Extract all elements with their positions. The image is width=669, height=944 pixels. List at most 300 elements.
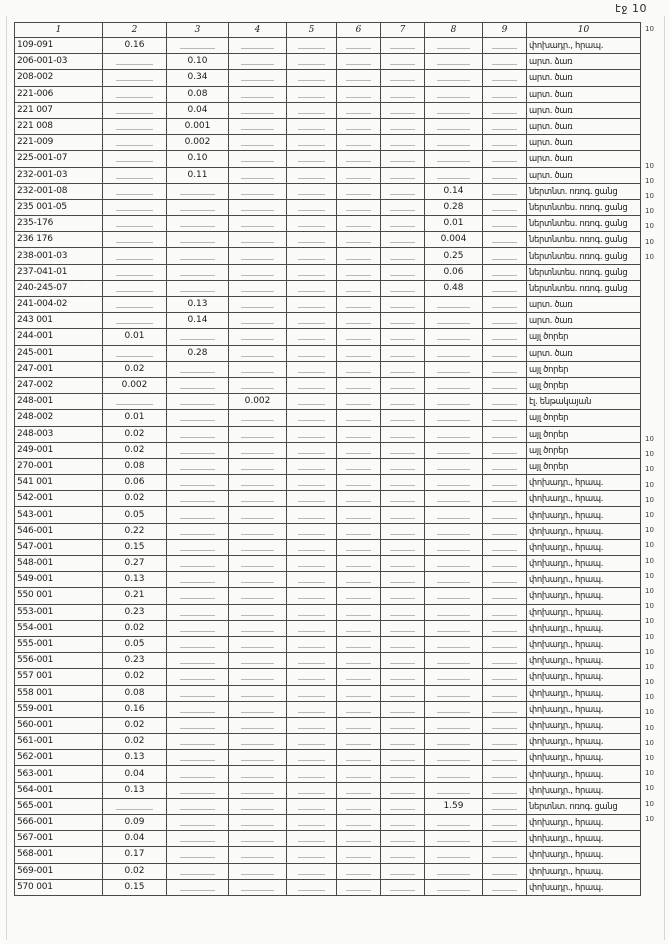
- cell-value-col3: [167, 669, 229, 685]
- cell-value-col4: [229, 588, 287, 604]
- table-row: [15, 248, 641, 264]
- cell-value-col3: [167, 361, 229, 377]
- cell-value-col2: 0.02: [103, 442, 167, 458]
- table-row: [15, 879, 641, 895]
- table-row: [15, 798, 641, 814]
- cell-value-col7: [381, 183, 425, 199]
- cell-value-col7: [381, 815, 425, 831]
- cell-value-col9: [483, 216, 527, 232]
- table-row: [15, 539, 641, 555]
- cell-value-col4: [229, 604, 287, 620]
- table-row: [15, 38, 641, 54]
- cell-value-col9: [483, 313, 527, 329]
- cell-value-col2: [103, 199, 167, 215]
- cell-note: փոխադր., հրապ.: [527, 572, 641, 588]
- table-row: [15, 815, 641, 831]
- cell-value-col7: [381, 798, 425, 814]
- cell-value-col6: [337, 442, 381, 458]
- cell-parcel-code: 557 001: [15, 669, 103, 685]
- cell-parcel-code: 238-001-03: [15, 248, 103, 264]
- table-row: [15, 523, 641, 539]
- cell-value-col6: [337, 167, 381, 183]
- cell-value-col2: 0.09: [103, 815, 167, 831]
- cell-value-col6: [337, 507, 381, 523]
- cell-value-col6: [337, 102, 381, 118]
- cell-value-col2: [103, 54, 167, 70]
- cell-value-col9: [483, 394, 527, 410]
- cell-value-col2: 0.02: [103, 717, 167, 733]
- cell-value-col6: [337, 54, 381, 70]
- table-row: [15, 410, 641, 426]
- cell-value-col4: [229, 345, 287, 361]
- cell-value-col6: [337, 669, 381, 685]
- cell-parcel-code: 245-001: [15, 345, 103, 361]
- cell-parcel-code: 237-041-01: [15, 264, 103, 280]
- margin-mark: [645, 52, 669, 67]
- margin-mark: [645, 280, 669, 295]
- cell-value-col8: [425, 766, 483, 782]
- cell-value-col4: [229, 475, 287, 491]
- cell-value-col3: 0.13: [167, 297, 229, 313]
- margin-mark: 10: [645, 207, 654, 216]
- cell-note: փոխադր., հրապ.: [527, 620, 641, 636]
- cell-value-col5: [287, 458, 337, 474]
- cell-value-col2: [103, 280, 167, 296]
- cell-value-col5: [287, 879, 337, 895]
- cell-value-col6: [337, 863, 381, 879]
- cell-value-col8: [425, 815, 483, 831]
- cell-parcel-code: 248-002: [15, 410, 103, 426]
- column-header-6: 6: [337, 23, 381, 38]
- table-row: [15, 685, 641, 701]
- cell-value-col8: [425, 831, 483, 847]
- cell-value-col7: [381, 539, 425, 555]
- cell-value-col6: [337, 539, 381, 555]
- cell-value-col5: [287, 183, 337, 199]
- margin-mark: [645, 356, 669, 371]
- cell-value-col6: [337, 151, 381, 167]
- cell-value-col6: [337, 734, 381, 750]
- cell-value-col9: [483, 701, 527, 717]
- cell-value-col7: [381, 232, 425, 248]
- cell-value-col5: [287, 717, 337, 733]
- cell-note: փոխադր., հրապ.: [527, 604, 641, 620]
- cell-value-col7: [381, 118, 425, 134]
- cell-value-col5: [287, 248, 337, 264]
- cell-value-col8: [425, 750, 483, 766]
- cell-value-col8: [425, 54, 483, 70]
- cell-value-col7: [381, 216, 425, 232]
- cell-value-col5: [287, 766, 337, 782]
- cell-value-col6: [337, 717, 381, 733]
- cell-value-col3: [167, 539, 229, 555]
- cell-value-col4: [229, 264, 287, 280]
- cell-value-col8: [425, 135, 483, 151]
- cell-value-col6: [337, 847, 381, 863]
- cell-value-col2: 0.04: [103, 766, 167, 782]
- cell-value-col8: [425, 167, 483, 183]
- cell-value-col3: [167, 879, 229, 895]
- cell-note: արտ. ծառ: [527, 345, 641, 361]
- cell-value-col4: [229, 361, 287, 377]
- cell-value-col8: [425, 556, 483, 572]
- cell-value-col8: [425, 653, 483, 669]
- column-header-8: 8: [425, 23, 483, 38]
- margin-mark: 10: [645, 252, 654, 261]
- cell-value-col2: 0.15: [103, 879, 167, 895]
- cell-value-col3: [167, 717, 229, 733]
- cell-value-col5: [287, 442, 337, 458]
- cell-value-col6: [337, 782, 381, 798]
- cell-value-col2: 0.17: [103, 847, 167, 863]
- table-row: [15, 264, 641, 280]
- table-row: [15, 151, 641, 167]
- cell-value-col9: [483, 297, 527, 313]
- cell-note: այլ ծորեր: [527, 361, 641, 377]
- table-row: [15, 86, 641, 102]
- cell-value-col5: [287, 475, 337, 491]
- margin-mark: 10: [645, 450, 654, 459]
- cell-value-col4: [229, 102, 287, 118]
- cell-value-col8: [425, 539, 483, 555]
- cell-value-col9: [483, 556, 527, 572]
- margin-mark: 10: [645, 526, 654, 535]
- cell-value-col3: [167, 426, 229, 442]
- cell-value-col4: [229, 653, 287, 669]
- cell-value-col3: [167, 199, 229, 215]
- cell-value-col2: 0.02: [103, 863, 167, 879]
- cell-value-col3: [167, 377, 229, 393]
- cell-value-col7: [381, 636, 425, 652]
- cell-value-col3: [167, 183, 229, 199]
- margin-mark: [645, 128, 669, 143]
- cell-value-col5: [287, 54, 337, 70]
- cell-value-col9: [483, 329, 527, 345]
- cell-value-col6: [337, 766, 381, 782]
- cell-value-col2: [103, 216, 167, 232]
- cell-value-col3: [167, 507, 229, 523]
- cell-value-col6: [337, 604, 381, 620]
- cell-note: արտ. ծառ: [527, 135, 641, 151]
- cell-value-col6: [337, 815, 381, 831]
- cell-value-col7: [381, 102, 425, 118]
- cell-value-col6: [337, 491, 381, 507]
- cell-value-col6: [337, 70, 381, 86]
- cell-parcel-code: 561-001: [15, 734, 103, 750]
- cell-value-col2: [103, 798, 167, 814]
- cell-value-col7: [381, 377, 425, 393]
- cell-value-col8: [425, 863, 483, 879]
- table-row: [15, 199, 641, 215]
- cell-note: ներտնտ. ոռոգ. ցանց: [527, 798, 641, 814]
- cell-value-col9: [483, 491, 527, 507]
- cell-value-col3: 0.34: [167, 70, 229, 86]
- cell-value-col4: [229, 685, 287, 701]
- cell-value-col7: [381, 313, 425, 329]
- table-row: [15, 54, 641, 70]
- column-header-5: 5: [287, 23, 337, 38]
- table-row: [15, 766, 641, 782]
- cell-value-col8: [425, 507, 483, 523]
- cell-note: այլ ծորեր: [527, 458, 641, 474]
- cell-value-col5: [287, 685, 337, 701]
- margin-mark: [645, 265, 669, 280]
- table-header-row: [15, 23, 641, 38]
- cell-value-col8: [425, 491, 483, 507]
- cell-value-col2: 0.01: [103, 410, 167, 426]
- cell-value-col5: [287, 620, 337, 636]
- cell-value-col3: [167, 798, 229, 814]
- cell-value-col8: [425, 361, 483, 377]
- margin-mark: [645, 37, 669, 52]
- cell-parcel-code: 550 001: [15, 588, 103, 604]
- cell-value-col9: [483, 572, 527, 588]
- cell-parcel-code: 541 001: [15, 475, 103, 491]
- cell-value-col8: [425, 86, 483, 102]
- margin-mark: 10: [645, 769, 654, 778]
- cell-value-col7: [381, 507, 425, 523]
- column-header-10: 10: [527, 23, 641, 38]
- cell-value-col4: [229, 636, 287, 652]
- cell-value-col5: [287, 863, 337, 879]
- cell-value-col9: [483, 280, 527, 296]
- margin-mark: 10: [645, 678, 654, 687]
- cell-value-col9: [483, 70, 527, 86]
- cell-value-col4: [229, 280, 287, 296]
- table-row: [15, 442, 641, 458]
- margin-mark: 10: [645, 647, 654, 656]
- table-row: [15, 102, 641, 118]
- table-row: [15, 216, 641, 232]
- cell-value-col8: [425, 38, 483, 54]
- table-row: [15, 831, 641, 847]
- column-header-2: 2: [103, 23, 167, 38]
- cell-value-col2: 0.23: [103, 604, 167, 620]
- margin-mark: 10: [645, 161, 654, 170]
- cell-value-col3: [167, 394, 229, 410]
- cell-parcel-code: 244-001: [15, 329, 103, 345]
- cell-value-col9: [483, 102, 527, 118]
- margin-mark: 10: [645, 708, 654, 717]
- cell-value-col5: [287, 313, 337, 329]
- table-row: [15, 653, 641, 669]
- cell-value-col2: 0.22: [103, 523, 167, 539]
- cell-value-col9: [483, 539, 527, 555]
- table-row: [15, 118, 641, 134]
- table-row: [15, 426, 641, 442]
- cell-note: փոխադր., հրապ.: [527, 507, 641, 523]
- margin-mark: [645, 113, 669, 128]
- cell-value-col6: [337, 620, 381, 636]
- cell-value-col7: [381, 572, 425, 588]
- margin-mark: 10: [645, 784, 654, 793]
- cell-parcel-code: 249-001: [15, 442, 103, 458]
- cell-value-col7: [381, 717, 425, 733]
- cell-value-col8: [425, 636, 483, 652]
- cell-value-col8: [425, 588, 483, 604]
- table-row: [15, 232, 641, 248]
- margin-mark: 10: [645, 738, 654, 747]
- margin-mark: 10: [645, 799, 654, 808]
- cell-value-col6: [337, 426, 381, 442]
- cell-value-col7: [381, 766, 425, 782]
- cell-note: փոխադր., հրապ.: [527, 701, 641, 717]
- cell-value-col9: [483, 264, 527, 280]
- cell-parcel-code: 542-001: [15, 491, 103, 507]
- margin-mark: 10: [645, 723, 654, 732]
- cell-value-col5: [287, 653, 337, 669]
- cell-value-col8: [425, 102, 483, 118]
- cell-note: փոխադր., հրապ.: [527, 766, 641, 782]
- cell-value-col2: 0.02: [103, 491, 167, 507]
- cell-value-col7: [381, 863, 425, 879]
- land-registry-table: [14, 22, 641, 896]
- cell-value-col8: [425, 717, 483, 733]
- cell-note: ներտնտես. ոռոգ. ցանց: [527, 232, 641, 248]
- cell-value-col3: [167, 766, 229, 782]
- cell-value-col3: [167, 831, 229, 847]
- cell-note: այլ ծորեր: [527, 426, 641, 442]
- table-row: [15, 475, 641, 491]
- cell-value-col3: [167, 734, 229, 750]
- cell-parcel-code: 548-001: [15, 556, 103, 572]
- cell-value-col2: 0.06: [103, 475, 167, 491]
- cell-value-col5: [287, 782, 337, 798]
- cell-value-col2: [103, 297, 167, 313]
- cell-value-col7: [381, 248, 425, 264]
- cell-value-col6: [337, 118, 381, 134]
- cell-value-col4: 0.002: [229, 394, 287, 410]
- cell-value-col5: [287, 556, 337, 572]
- cell-value-col6: [337, 313, 381, 329]
- cell-value-col3: [167, 248, 229, 264]
- cell-value-col6: [337, 248, 381, 264]
- cell-value-col4: [229, 766, 287, 782]
- column-header-9: 9: [483, 23, 527, 38]
- margin-marks-column: [645, 22, 669, 827]
- cell-value-col5: [287, 604, 337, 620]
- cell-value-col5: [287, 345, 337, 361]
- cell-parcel-code: 569-001: [15, 863, 103, 879]
- cell-value-col7: [381, 782, 425, 798]
- cell-value-col5: [287, 798, 337, 814]
- cell-value-col2: 0.002: [103, 377, 167, 393]
- cell-note: արտ. ծառ: [527, 102, 641, 118]
- cell-value-col9: [483, 410, 527, 426]
- cell-note: այլ ծորեր: [527, 329, 641, 345]
- cell-value-col6: [337, 216, 381, 232]
- margin-mark: 10: [645, 511, 654, 519]
- cell-value-col5: [287, 102, 337, 118]
- cell-value-col6: [337, 38, 381, 54]
- cell-value-col2: [103, 135, 167, 151]
- cell-value-col5: [287, 199, 337, 215]
- cell-note: փոխադր., հրապ.: [527, 475, 641, 491]
- cell-note: ներտնտ. ոռոգ. ցանց: [527, 183, 641, 199]
- cell-value-col3: [167, 685, 229, 701]
- cell-value-col4: [229, 442, 287, 458]
- margin-mark: [645, 371, 669, 386]
- cell-value-col3: [167, 458, 229, 474]
- cell-note: այլ ծորեր: [527, 377, 641, 393]
- cell-value-col3: [167, 523, 229, 539]
- cell-value-col3: [167, 588, 229, 604]
- cell-parcel-code: 247-002: [15, 377, 103, 393]
- cell-value-col3: 0.002: [167, 135, 229, 151]
- cell-note: փոխադր., հրապ.: [527, 879, 641, 895]
- cell-value-col5: [287, 734, 337, 750]
- cell-value-col2: [103, 70, 167, 86]
- cell-value-col2: 0.16: [103, 38, 167, 54]
- cell-parcel-code: 241-004-02: [15, 297, 103, 313]
- cell-value-col3: [167, 216, 229, 232]
- cell-parcel-code: 232-001-03: [15, 167, 103, 183]
- margin-mark: 10: [645, 571, 654, 580]
- cell-value-col8: 0.14: [425, 183, 483, 199]
- cell-value-col7: [381, 38, 425, 54]
- cell-note: արտ. ծառ: [527, 70, 641, 86]
- cell-value-col2: 0.05: [103, 636, 167, 652]
- cell-value-col3: [167, 847, 229, 863]
- cell-value-col5: [287, 750, 337, 766]
- cell-value-col2: [103, 102, 167, 118]
- cell-value-col4: [229, 86, 287, 102]
- margin-mark: [645, 311, 669, 326]
- cell-value-col5: [287, 232, 337, 248]
- cell-note: փոխադր., հրապ.: [527, 38, 641, 54]
- cell-value-col4: [229, 54, 287, 70]
- cell-value-col2: 0.02: [103, 426, 167, 442]
- cell-value-col7: [381, 426, 425, 442]
- cell-value-col7: [381, 70, 425, 86]
- cell-value-col3: 0.14: [167, 313, 229, 329]
- cell-value-col4: [229, 669, 287, 685]
- cell-note: ներտնտես. ոռոգ. ցանց: [527, 248, 641, 264]
- cell-value-col6: [337, 345, 381, 361]
- cell-parcel-code: 567-001: [15, 831, 103, 847]
- cell-value-col6: [337, 475, 381, 491]
- cell-value-col6: [337, 831, 381, 847]
- cell-value-col9: [483, 345, 527, 361]
- cell-value-col3: [167, 604, 229, 620]
- cell-value-col6: [337, 523, 381, 539]
- cell-value-col4: [229, 539, 287, 555]
- cell-value-col3: [167, 750, 229, 766]
- cell-parcel-code: 555-001: [15, 636, 103, 652]
- table-row: [15, 167, 641, 183]
- table-row: [15, 183, 641, 199]
- cell-value-col7: [381, 442, 425, 458]
- cell-parcel-code: 236 176: [15, 232, 103, 248]
- cell-value-col4: [229, 750, 287, 766]
- cell-value-col8: [425, 475, 483, 491]
- cell-value-col8: [425, 782, 483, 798]
- table-row: [15, 361, 641, 377]
- cell-value-col4: [229, 798, 287, 814]
- cell-value-col5: [287, 815, 337, 831]
- cell-value-col5: [287, 329, 337, 345]
- cell-value-col6: [337, 572, 381, 588]
- cell-value-col8: 0.28: [425, 199, 483, 215]
- cell-value-col5: [287, 588, 337, 604]
- cell-value-col5: [287, 539, 337, 555]
- cell-value-col8: [425, 669, 483, 685]
- cell-value-col9: [483, 636, 527, 652]
- cell-value-col7: [381, 831, 425, 847]
- margin-mark: [645, 68, 669, 83]
- cell-value-col9: [483, 766, 527, 782]
- cell-value-col3: 0.001: [167, 118, 229, 134]
